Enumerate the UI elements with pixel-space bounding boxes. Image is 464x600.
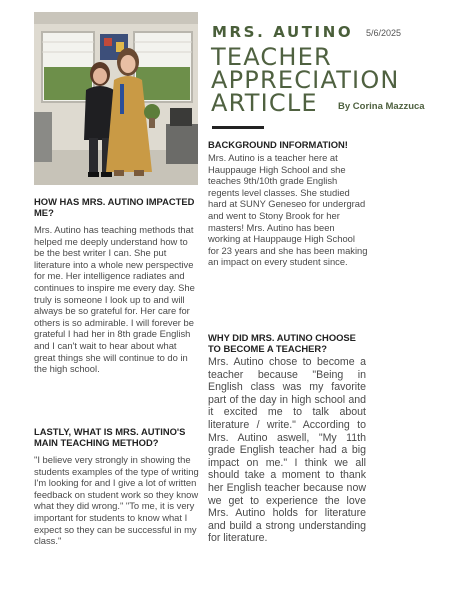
byline: By Corina Mazzuca bbox=[338, 101, 425, 112]
section-why bbox=[208, 332, 368, 545]
title-line-1: TEACHER bbox=[211, 43, 332, 71]
header-date: 5/6/2025 bbox=[366, 28, 402, 38]
classroom-photo-illustration bbox=[34, 12, 198, 185]
section-background bbox=[208, 139, 368, 268]
section-method bbox=[34, 426, 200, 547]
section-impact-body: Mrs. Autino has teaching methods that helped me deeply understand how to be the best writer I can. She put literature into a whole new perspective for me. Her intelligence radiates and continues to inspire me every day. She truly is someone I look up to and will always be so grateful for. Her care for others is so admirable. I will forever be grateful I had her in 8th grade English and I can't wait to hear about what great things she will continue to do in the high school. bbox=[34, 224, 195, 375]
section-why-heading: WHY DID MRS. AUTINO CHOOSE TO BECOME A TEACHER? bbox=[208, 332, 356, 354]
section-method-heading: LASTLY, WHAT IS MRS. AUTINO'S MAIN TEACHING METHOD? bbox=[34, 426, 186, 448]
section-method-body: "I believe very strongly in showing the students examples of the type of writing I'm looking for and I give a lot of written feedback on student work so they know what they did wrong." "To me, it is very important for students to know what I expect so they can be successful in my class." bbox=[34, 454, 199, 547]
header-name: MRS. AUTINO bbox=[212, 23, 354, 41]
section-why-body: Mrs. Autino chose to become a teacher because "Being in English class was my favorite part of the day in high school and it excited me to talk about literature / write." According to Mrs. Autino aswell, "My 11th grade English teacher had a big impact on me." I think we all should take a moment to thank her English teacher because now we get to experience the love Mrs. Autino holds for literature and build a strong understanding for literature. bbox=[208, 356, 366, 545]
title-divider bbox=[212, 126, 264, 129]
title-line-2: APPRECIATION bbox=[211, 66, 400, 94]
section-impact bbox=[34, 196, 200, 375]
section-background-heading: BACKGROUND INFORMATION! bbox=[208, 139, 348, 150]
section-impact-heading: HOW HAS MRS. AUTINO IMPACTED ME? bbox=[34, 196, 195, 218]
title-line-3: ARTICLE bbox=[211, 89, 318, 117]
section-background-body: Mrs. Autino is a teacher here at Hauppauge High School and she teaches 9th/10th grade English regents level classes. She studied hard at SUNY Geneseo for undergrad and went to Stony Brook for her masters! Mrs. Autino has been working at Hauppauge High School for 23 years and she has been making an impact on every student since. bbox=[208, 152, 368, 268]
photo-teacher-and-student bbox=[34, 12, 198, 185]
